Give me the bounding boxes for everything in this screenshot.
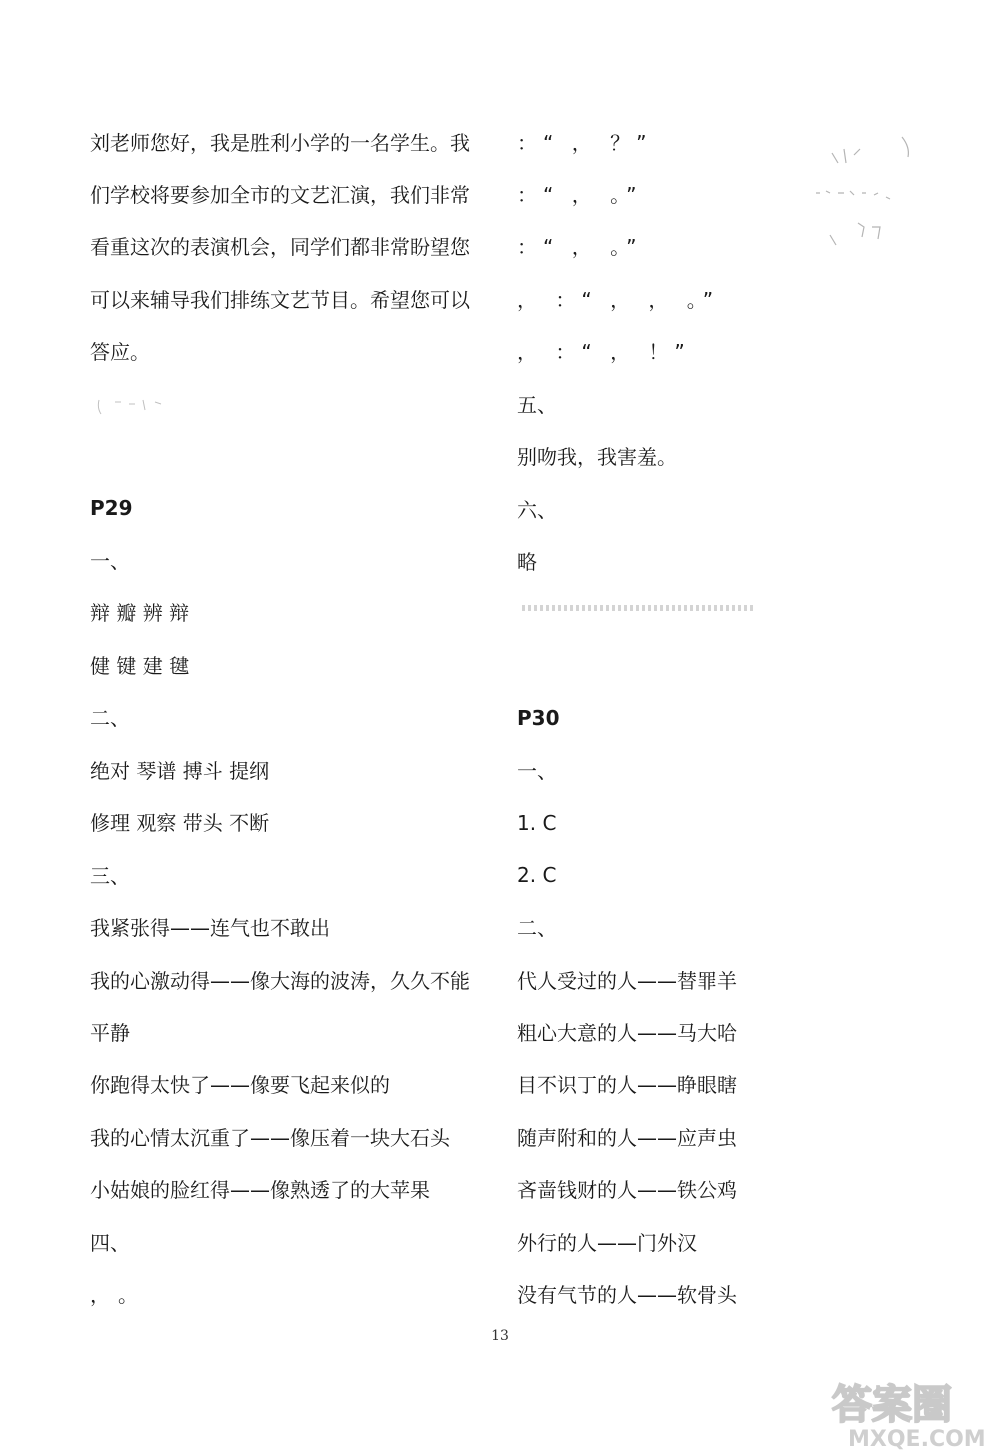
section-number: 二、 — [517, 916, 557, 940]
scan-noise-top-right — [810, 135, 920, 255]
answer-line: 小姑娘的脸红得——像熟透了的大苹果 — [90, 1178, 430, 1202]
answer-line: 外行的人——门外汉 — [517, 1231, 697, 1255]
watermark-text-en: MXQE.COM — [848, 1427, 986, 1450]
answer-line: 吝啬钱财的人——铁公鸡 — [517, 1178, 737, 1202]
answer-line: 2. C — [517, 863, 557, 887]
answer-line: 修理 观察 带头 不断 — [90, 811, 270, 835]
section-number: 一、 — [517, 759, 557, 783]
answer-line: 随声附和的人——应声虫 — [517, 1126, 737, 1150]
section-number: 六、 — [517, 498, 557, 522]
scan-noise-left — [95, 392, 175, 416]
page-heading-p29: P29 — [90, 496, 133, 520]
text-line: 答应。 — [90, 340, 150, 364]
watermark-text-cn: 答案圈 — [832, 1382, 952, 1428]
section-number: 四、 — [90, 1231, 130, 1255]
answer-line: 略 — [517, 550, 537, 574]
text-line: 们学校将要参加全市的文艺汇演，我们非常 — [90, 183, 470, 207]
page-heading-p30: P30 — [517, 706, 560, 730]
page-number: 13 — [491, 1328, 509, 1344]
watermark-logo — [826, 1372, 994, 1450]
watermark-svg — [826, 1372, 994, 1450]
answer-line: 你跑得太快了——像要飞起来似的 — [90, 1073, 390, 1097]
section-number: 二、 — [90, 706, 130, 730]
answer-line: 没有气节的人——软骨头 — [517, 1283, 737, 1307]
answer-line: 辩 瓣 辨 辩 — [90, 601, 190, 625]
section-number: 三、 — [90, 864, 130, 888]
section-number: 一、 — [90, 549, 130, 573]
text-line: 刘老师您好，我是胜利小学的一名学生。我 — [90, 131, 470, 155]
punctuation-line: ：“ ， ？” — [517, 131, 653, 155]
scan-noise-right — [520, 598, 760, 618]
answer-line: 代人受过的人——替罪羊 — [517, 969, 737, 993]
text-line: 可以来辅导我们排练文艺节目。希望您可以 — [90, 288, 470, 312]
punctuation-line: ， ：“ ， ！” — [517, 340, 691, 364]
answer-line: 绝对 琴谱 搏斗 提纲 — [90, 759, 270, 783]
answer-line: 别吻我，我害羞。 — [517, 445, 677, 469]
answer-line: 1. C — [517, 811, 557, 835]
punctuation-line: ：“ ， 。” — [517, 183, 643, 207]
answer-line: 我紧张得——连气也不敢出 — [90, 916, 330, 940]
answer-line: 我的心激动得——像大海的波涛，久久不能 — [90, 969, 470, 993]
punctuation-line: ：“ ， 。” — [517, 235, 643, 259]
answer-line: 健 键 建 毽 — [90, 654, 190, 678]
answer-line: 粗心大意的人——马大哈 — [517, 1021, 737, 1045]
section-number: 五、 — [517, 393, 557, 417]
answer-line: 我的心情太沉重了——像压着一块大石头 — [90, 1126, 450, 1150]
answer-line: 目不识丁的人——睁眼瞎 — [517, 1073, 737, 1097]
answer-line: ，。 — [90, 1283, 156, 1307]
text-line: 看重这次的表演机会，同学们都非常盼望您 — [90, 235, 470, 259]
punctuation-line: ， ：“ ， ， 。” — [517, 288, 720, 312]
answer-line: 平静 — [90, 1021, 130, 1045]
